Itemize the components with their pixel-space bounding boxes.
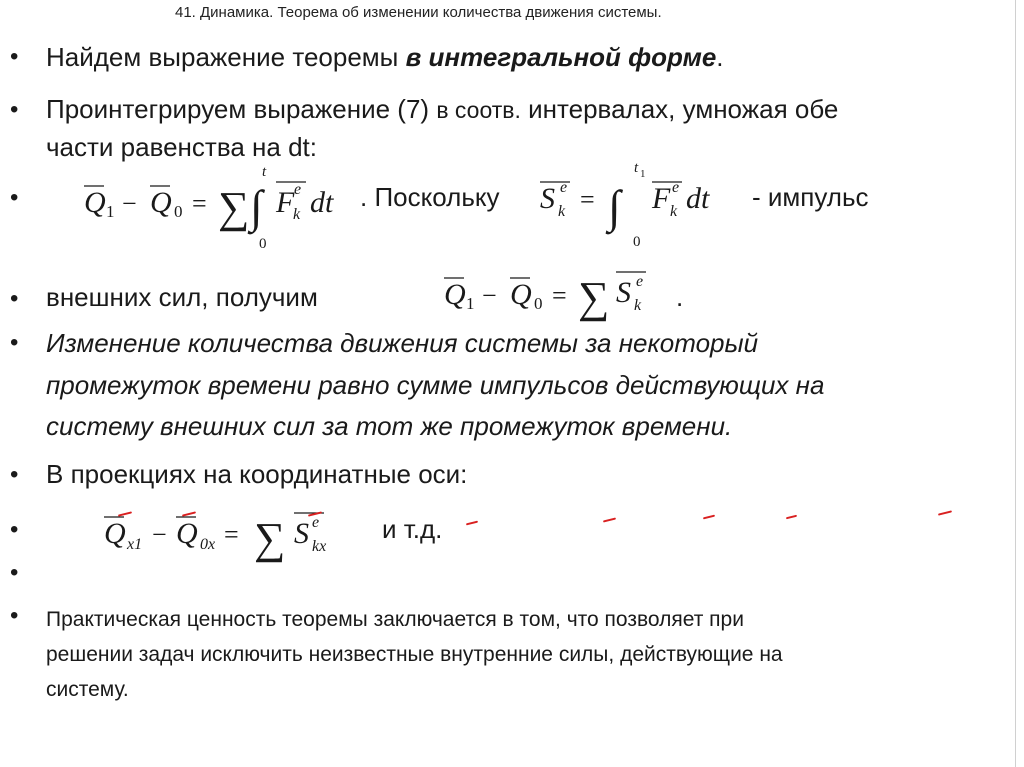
- bullet-marker: •: [10, 461, 19, 488]
- f2-sup-e: e: [560, 179, 568, 196]
- f1-sub-k: k: [293, 206, 301, 223]
- f1-sum: ∑: [218, 183, 250, 232]
- bullet-marker: •: [10, 285, 19, 312]
- bullet-marker: •: [10, 184, 19, 211]
- f2-force: F: [652, 182, 671, 215]
- f4-sub1: x1: [127, 536, 143, 553]
- f3-sub1: 1: [466, 294, 475, 313]
- f4-equals: =: [224, 520, 239, 549]
- formula-projection-x: [100, 505, 340, 565]
- practical-line-1: Практическая ценность теоремы заключается в том, что позволяет при: [46, 608, 744, 631]
- theorem-line-2: промежуток времени равно сумме импульсов действующих на: [46, 370, 825, 400]
- b1-end: .: [716, 42, 724, 72]
- f3-sum: ∑: [578, 273, 610, 322]
- f3-q0: Q: [510, 278, 532, 311]
- formula-momentum-integral: [80, 160, 350, 255]
- f3-sub-k: k: [634, 297, 642, 314]
- f1-q0: Q: [150, 186, 172, 219]
- bullet-1-text: [46, 42, 724, 73]
- b1-text: Найдем выражение теоремы: [46, 42, 406, 72]
- f2-fsub-k: k: [670, 203, 678, 220]
- f4-sup-e: e: [312, 514, 320, 531]
- f2-sub-k: k: [558, 203, 566, 220]
- bullet-marker: •: [10, 559, 19, 586]
- slide-header: 41. Динамика. Теорема об изменении количества движения системы.: [175, 4, 662, 21]
- formula-impulse-definition: [536, 160, 726, 255]
- f4-minus: −: [152, 520, 167, 549]
- bullet-2-line-1: [46, 94, 838, 126]
- b3-end-text: - импульс: [752, 182, 869, 212]
- f3-sub0: 0: [534, 294, 543, 313]
- f1-sup-e: e: [294, 181, 302, 198]
- annotation-mark: [786, 515, 797, 520]
- annotation-mark: [466, 521, 478, 526]
- f2-equals: =: [580, 185, 595, 214]
- f4-sum: ∑: [254, 514, 286, 563]
- f1-force: F: [276, 186, 295, 219]
- page-edge: [1015, 0, 1016, 767]
- f1-lower-limit: 0: [259, 236, 267, 252]
- f2-lower-limit: 0: [633, 234, 641, 250]
- f3-s: S: [616, 276, 631, 309]
- theorem-line-3: систему внешних сил за тот же промежуток времени.: [46, 411, 733, 441]
- practical-line-2: решении задач исключить неизвестные внутренние силы, действующие на: [46, 643, 783, 666]
- f3-equals: =: [552, 281, 567, 310]
- bullet-4-text: внешних сил, получим: [46, 282, 318, 312]
- bullet-marker: •: [10, 329, 19, 356]
- annotation-mark: [603, 517, 616, 522]
- f1-sub0: 0: [174, 202, 183, 221]
- bullet-marker: •: [10, 96, 19, 123]
- f1-dt: dt: [310, 186, 334, 219]
- b3-mid-text: . Поскольку: [360, 182, 500, 212]
- b1-emphasis: в интегральной форме: [405, 42, 717, 72]
- b7-end: и т.д.: [382, 514, 443, 544]
- bullet-marker: •: [10, 516, 19, 543]
- bullet-marker: •: [10, 43, 19, 70]
- formula-momentum-impulse-sum: [440, 262, 660, 322]
- b2-part1: Проинтегрируем выражение (7): [46, 94, 437, 124]
- f2-upper-limit: t: [634, 160, 639, 176]
- f4-s: S: [294, 517, 309, 550]
- annotation-mark: [703, 515, 715, 520]
- f1-upper-limit: t: [262, 164, 267, 180]
- practical-line-3: систему.: [46, 678, 129, 701]
- f2-integral: ∫: [608, 181, 621, 232]
- theorem-line-1: Изменение количества движения системы за некоторый: [46, 328, 759, 358]
- f3-q1: Q: [444, 278, 466, 311]
- f2-upper-sub: 1: [640, 168, 646, 180]
- f1-minus: −: [122, 189, 137, 218]
- bullet-marker: •: [10, 602, 19, 629]
- f2-s: S: [540, 182, 555, 215]
- f1-integral: ∫: [250, 181, 263, 232]
- f1-sub1: 1: [106, 202, 115, 221]
- f4-q1: Q: [104, 517, 126, 550]
- f3-minus: −: [482, 281, 497, 310]
- annotation-mark: [938, 510, 952, 515]
- f1-q1: Q: [84, 186, 106, 219]
- b2-part3: интервалах, умножая обе: [520, 94, 839, 124]
- b2-part2: в соотв.: [436, 97, 521, 123]
- f2-dt: dt: [686, 182, 710, 215]
- f1-equals: =: [192, 189, 207, 218]
- f2-fsup-e: e: [672, 179, 680, 196]
- b4-end: .: [676, 282, 684, 312]
- f4-sub0: 0x: [200, 536, 216, 553]
- bullet-6-text: В проекциях на координатные оси:: [46, 459, 468, 489]
- f4-q0: Q: [176, 517, 198, 550]
- f3-sup-e: e: [636, 273, 644, 290]
- f4-sub-kx: kx: [312, 538, 327, 555]
- bullet-2-line-2: части равенства на dt:: [46, 132, 317, 162]
